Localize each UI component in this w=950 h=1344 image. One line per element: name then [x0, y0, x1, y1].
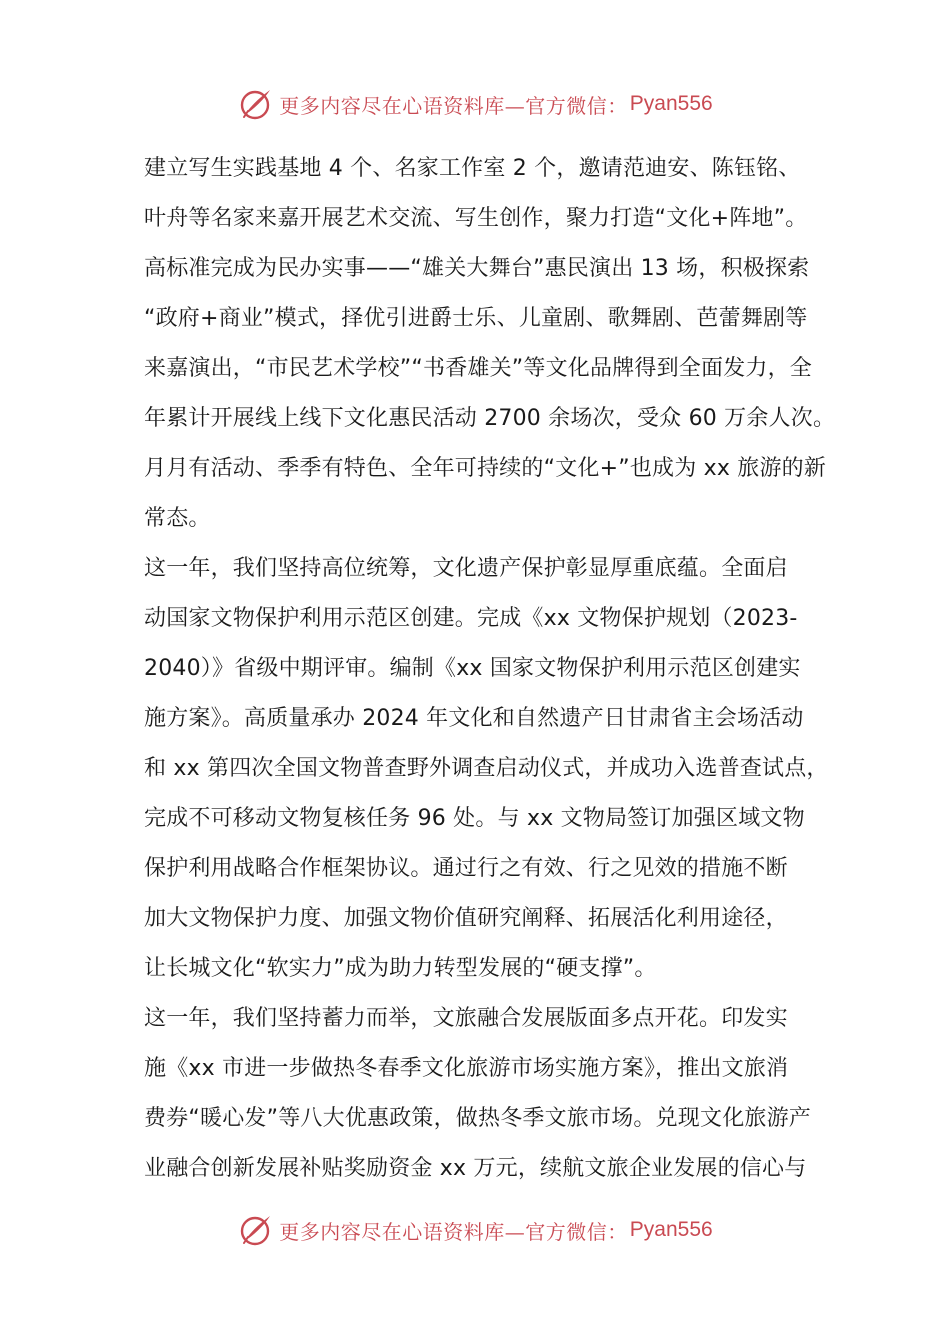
text-line: 2040）》省级中期评审。编制《xx 国家文物保护利用示范区创建实 [144, 656, 801, 681]
footer-watermark [0, 1208, 950, 1252]
text-line: 高标准完成为民办实事——“雄关大舞台”惠民演出 13 场，积极探索 [144, 256, 810, 281]
watermark-wechat-id: Pyan556 [629, 1218, 713, 1241]
text-line: 动国家文物保护利用示范区创建。完成《xx 文物保护规划（2023- [144, 606, 798, 631]
watermark-text: 更多内容尽在心语资料库—官方微信： [279, 93, 628, 118]
text-line: 施《xx 市进一步做热冬春季文化旅游市场实施方案》，推出文旅消 [144, 1056, 789, 1081]
quill-logo-icon [237, 1212, 273, 1248]
header-watermark [0, 82, 950, 126]
watermark-wechat-id: Pyan556 [629, 92, 713, 115]
text-line: 施方案》。高质量承办 2024 年文化和自然遗产日甘肃省主会场活动 [144, 706, 804, 731]
text-line: 建立写生实践基地 4 个、名家工作室 2 个，邀请范迪安、陈钰铭、 [144, 156, 801, 181]
text-line: 叶舟等名家来嘉开展艺术交流、写生创作，聚力打造“文化+阵地”。 [144, 206, 808, 231]
text-line: 这一年，我们坚持蓄力而举，文旅融合发展版面多点开花。印发实 [144, 1006, 788, 1031]
quill-logo-icon [237, 86, 273, 122]
text-line: 常态。 [144, 506, 211, 531]
text-line: 这一年，我们坚持高位统筹，文化遗产保护彰显厚重底蕴。全面启 [144, 556, 788, 581]
document-body [144, 144, 844, 1194]
text-line: 完成不可移动文物复核任务 96 处。与 xx 文物局签订加强区域文物 [144, 806, 805, 831]
text-line: 年累计开展线上线下文化惠民活动 2700 余场次，受众 60 万余人次。 [144, 406, 836, 431]
text-line: 业融合创新发展补贴奖励资金 xx 万元，续航文旅企业发展的信心与 [144, 1156, 807, 1181]
text-line: 让长城文化“软实力”成为助力转型发展的“硬支撑”。 [144, 956, 657, 981]
text-line: 保护利用战略合作框架协议。通过行之有效、行之见效的措施不断 [144, 856, 788, 881]
text-line: 来嘉演出，“市民艺术学校”“书香雄关”等文化品牌得到全面发力，全 [144, 356, 812, 381]
text-line: 月月有活动、季季有特色、全年可持续的“文化+”也成为 xx 旅游的新 [144, 456, 827, 481]
watermark-text: 更多内容尽在心语资料库—官方微信： [279, 1219, 628, 1244]
text-line: 加大文物保护力度、加强文物价值研究阐释、拓展活化利用途径， [144, 906, 788, 931]
text-line: “政府+商业”模式，择优引进爵士乐、儿童剧、歌舞剧、芭蕾舞剧等 [144, 306, 808, 331]
text-line: 和 xx 第四次全国文物普查野外调查启动仪式，并成功入选普查试点， [144, 756, 829, 781]
text-line: 费券“暖心发”等八大优惠政策，做热冬季文旅市场。兑现文化旅游产 [144, 1106, 811, 1131]
